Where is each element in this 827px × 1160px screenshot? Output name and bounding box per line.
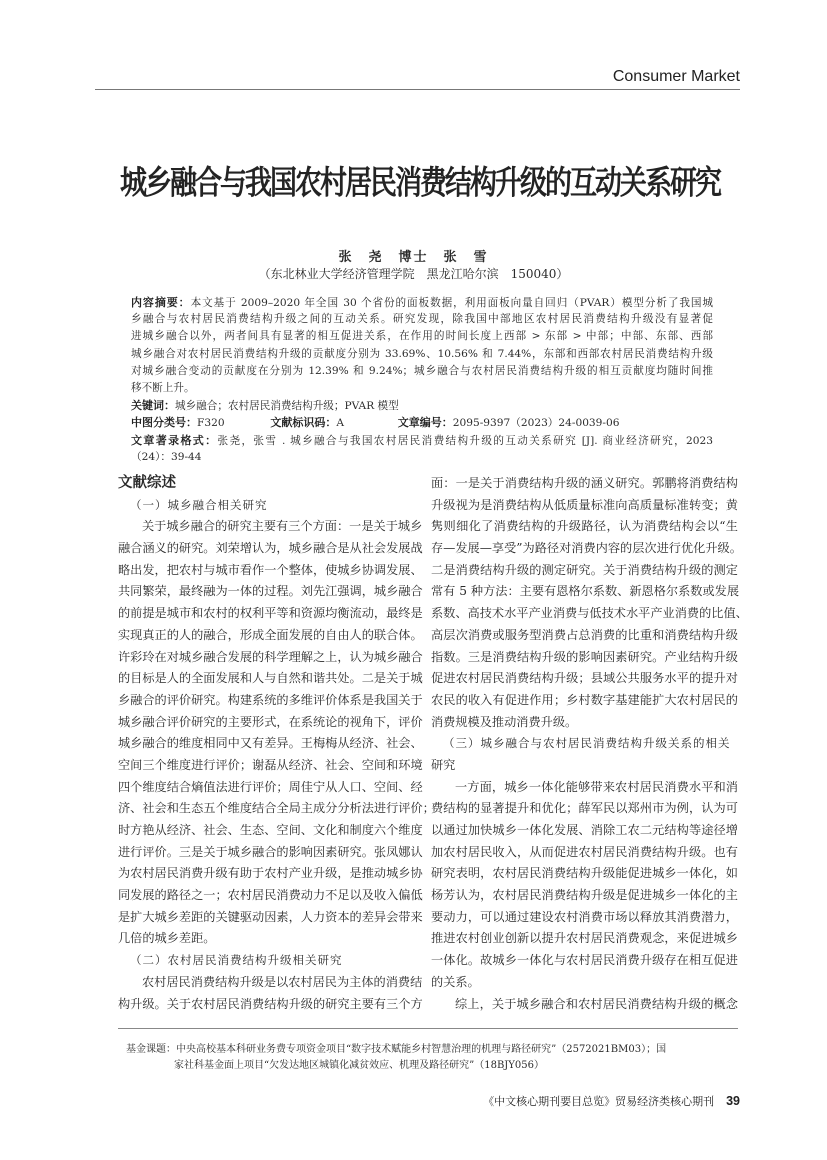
citation-text: 张尧，张雪 . 城乡融合与我国农村居民消费结构升级的互动关系研究 [J]. 商业经济研究，2023 bbox=[217, 434, 713, 447]
text-line: 进行评价。三是关于城乡融合的影响因素研究。张凤娜认 bbox=[118, 844, 423, 859]
affiliation: （东北林业大学经济管理学院 黑龙江哈尔滨 150040） bbox=[258, 267, 569, 281]
doc-code-value: A bbox=[336, 417, 345, 430]
text-line: 是扩大城乡差距的关键驱动因素，人力资本的差异会带来 bbox=[118, 909, 423, 924]
article-no-value: 2095-9397（2023）24-0039-06 bbox=[452, 417, 620, 430]
text-line: 研究表明，农村居民消费结构升级能促进城乡一体化，如 bbox=[431, 866, 738, 881]
text-line: 的关系。 bbox=[431, 974, 480, 989]
abstract-text: 本文基于 2009–2020 年全国 30 个省份的面板数据，利用面板向量自回归（PVAR）模型分析了我国城 bbox=[190, 297, 713, 309]
funding-line bbox=[118, 1042, 738, 1058]
text-line: 系数、高技术水平产业消费与低技术水平产业消费的比值、 bbox=[431, 606, 748, 621]
funding-label: 基金课题： bbox=[126, 1044, 176, 1055]
text-line: 同发展的路径之一；农村居民消费动力不足以及收入偏低 bbox=[118, 888, 423, 903]
subsection-heading: （三）城乡融合与农村居民消费结构升级关系的相关 bbox=[443, 736, 731, 751]
header-rule bbox=[95, 89, 740, 90]
text-line: 济、社会和生态五个维度结合全局主成分分析法进行评价； bbox=[118, 801, 435, 816]
clc-value: F320 bbox=[197, 417, 225, 430]
keywords-label: 关键词： bbox=[131, 399, 175, 413]
text-line: 杨芳认为，农村居民消费结构升级是促进城乡一体化的主 bbox=[431, 888, 738, 903]
text-line: 略出发，把农村与城市看作一个整体，使城乡协调发展、 bbox=[118, 562, 423, 577]
text-line: 要动力，可以通过建设农村消费市场以释放其消费潜力， bbox=[431, 909, 738, 924]
keywords-text: 城乡融合；农村居民消费结构升级；PVAR 模型 bbox=[175, 400, 399, 413]
text-line: 促进农村居民消费结构升级；县域公共服务水平的提升对 bbox=[431, 671, 738, 686]
page-number: 39 bbox=[726, 1094, 740, 1108]
classification-line bbox=[131, 414, 713, 431]
text-line: 存—发展—享受”为路径对消费内容的层次进行优化升级。 bbox=[431, 541, 742, 556]
running-head: Consumer Market bbox=[612, 68, 740, 85]
text-line: 的目标是人的全面发展和人与自然和谐共处。二是关于城 bbox=[118, 671, 423, 686]
funding-text: 中央高校基本科研业务费专项资金项目“数字技术赋能乡村智慧治理的机理与路径研究”（2572021BM03）；国 bbox=[176, 1044, 667, 1055]
citation-line bbox=[131, 432, 713, 449]
text-line: 许彩玲在对城乡融合发展的科学理解之上，认为城乡融合 bbox=[118, 649, 423, 664]
journal-note: 《中文核心期刊要目总览》贸易经济类核心期刊 bbox=[483, 1096, 715, 1108]
text-line: 以通过加快城乡一体化发展、消除工农二元结构等途径增 bbox=[431, 823, 738, 837]
text-line: 农民的收入有促进作用；乡村数字基建能扩大农村居民的 bbox=[431, 692, 738, 707]
left-column bbox=[118, 473, 435, 1015]
text-line: 消费规模及推动消费升级。 bbox=[431, 714, 578, 729]
text-line: 农村居民消费结构升级是以农村居民为主体的消费结 bbox=[142, 974, 423, 989]
section-heading: 文献综述 bbox=[118, 475, 176, 491]
clc-label: 中图分类号： bbox=[131, 416, 197, 430]
text-line: 城乡融合的维度相同中又有差异。王梅梅从经济、社会、 bbox=[118, 736, 423, 751]
text-line: 研究 bbox=[431, 757, 456, 772]
article-no-label: 文章编号： bbox=[397, 416, 453, 430]
abstract-line: 乡融合与农村居民消费结构升级之间的互动关系。研究发现，除我国中部地区农村居民消费结构升级没有显著促 bbox=[131, 313, 713, 326]
abstract-line: 城乡融合对农村居民消费结构升级的贡献度分别为 33.69%、10.56% 和 7.44%，东部和西部农村居民消费结构升级 bbox=[131, 347, 713, 360]
text-line: 升级视为是消费结构从低质量标准向高质量标准转变；黄 bbox=[431, 497, 738, 512]
text-line: 隽则细化了消费结构的升级路径，认为消费结构会以“生 bbox=[431, 519, 738, 534]
abstract-line bbox=[131, 294, 713, 311]
text-line: 的前提是城市和农村的权利平等和资源均衡流动，最终是 bbox=[118, 606, 423, 621]
subsection-heading: （二）农村居民消费结构升级相关研究 bbox=[130, 953, 343, 968]
text-line: 融合涵义的研究。刘荣增认为，城乡融合是从社会发展战 bbox=[118, 541, 423, 556]
keywords bbox=[131, 397, 713, 414]
citation-line: （24）：39-44 bbox=[131, 450, 202, 463]
text-line: 构升级。关于农村居民消费结构升级的研究主要有三个方 bbox=[118, 996, 423, 1011]
text-line: 一体化。故城乡一体化与农村居民消费升级存在相互促进 bbox=[431, 953, 738, 968]
abstract-block bbox=[131, 294, 713, 466]
doc-code-label: 文献标识码： bbox=[270, 416, 337, 430]
abstract-line: 移不断上升。 bbox=[131, 381, 195, 394]
text-line: 高层次消费或服务型消费占总消费的比重和消费结构升级 bbox=[431, 627, 738, 642]
authors: 张 尧 博士 张 雪 bbox=[338, 250, 489, 265]
subsection-heading: （一）城乡融合相关研究 bbox=[130, 497, 268, 512]
article-title: 城乡融合与我国农村居民消费结构升级的互动关系研究 bbox=[120, 164, 720, 202]
text-line: 综上，关于城乡融合和农村居民消费结构升级的概念 bbox=[455, 996, 738, 1011]
text-line: 城乡融合评价研究的主要形式，在系统论的视角下，评价 bbox=[118, 714, 423, 729]
funding-line: 家社科基金面上项目“欠发达地区城镇化减贫效应、机理及路径研究”（18BJY056） bbox=[174, 1060, 544, 1071]
text-line: 为农村居民消费升级有助于农村产业升级，是推动城乡协 bbox=[118, 866, 423, 881]
right-column bbox=[431, 473, 748, 1015]
abstract-line: 对城乡融合变动的贡献度在分别为 12.39% 和 9.24%；城乡融合与农村居民消费结构升级的相互贡献度均随时间推 bbox=[131, 364, 713, 377]
text-line: 时方艳从经济、社会、生态、空间、文化和制度六个维度 bbox=[118, 823, 423, 837]
text-line: 费结构的显著提升和优化；薛军民以郑州市为例，认为可 bbox=[431, 801, 738, 816]
text-line: 几倍的城乡差距。 bbox=[118, 931, 216, 946]
text-line: 实现真正的人的融合，形成全面发展的自由人的联合体。 bbox=[118, 627, 423, 642]
text-line: 一方面，城乡一体化能够带来农村居民消费水平和消 bbox=[455, 779, 738, 794]
page-footer bbox=[400, 1093, 740, 1109]
text-line: 推进农村创业创新以提升农村居民消费观念，来促进城乡 bbox=[431, 931, 738, 946]
text-line: 常有 5 种方法：主要有恩格尔系数、新恩格尔系数或发展 bbox=[431, 584, 740, 599]
text-line: 共同繁荣，最终融为一体的过程。刘先江强调，城乡融合 bbox=[118, 584, 423, 599]
text-line: 指数。三是消费结构升级的影响因素研究。产业结构升级 bbox=[431, 649, 738, 664]
funding-note bbox=[118, 1042, 738, 1074]
text-line: 加农村居民收入，从而促进农村居民消费结构升级。也有 bbox=[431, 844, 738, 859]
citation-label: 文章著录格式： bbox=[131, 433, 218, 447]
text-line: 二是消费结构升级的测定研究。关于消费结构升级的测定 bbox=[431, 562, 738, 577]
footnote-rule bbox=[118, 1028, 738, 1029]
text-line: 关于城乡融合的研究主要有三个方面：一是关于城乡 bbox=[142, 519, 423, 534]
abstract-label: 内容摘要： bbox=[131, 296, 191, 309]
text-line: 面：一是关于消费结构升级的涵义研究。郭鹏将消费结构 bbox=[431, 476, 738, 490]
text-line: 四个维度结合熵值法进行评价；周佳宁从人口、空间、经 bbox=[118, 779, 423, 794]
text-line: 空间三个维度进行评价；谢磊从经济、社会、空间和环境 bbox=[118, 757, 423, 772]
text-line: 乡融合的评价研究。构建系统的多维评价体系是我国关于 bbox=[118, 692, 423, 707]
abstract-line: 进城乡融合以外，两者间具有显著的相互促进关系，在作用的时间长度上西部 > 东部 > 中部；中部、东部、西部 bbox=[131, 330, 713, 343]
